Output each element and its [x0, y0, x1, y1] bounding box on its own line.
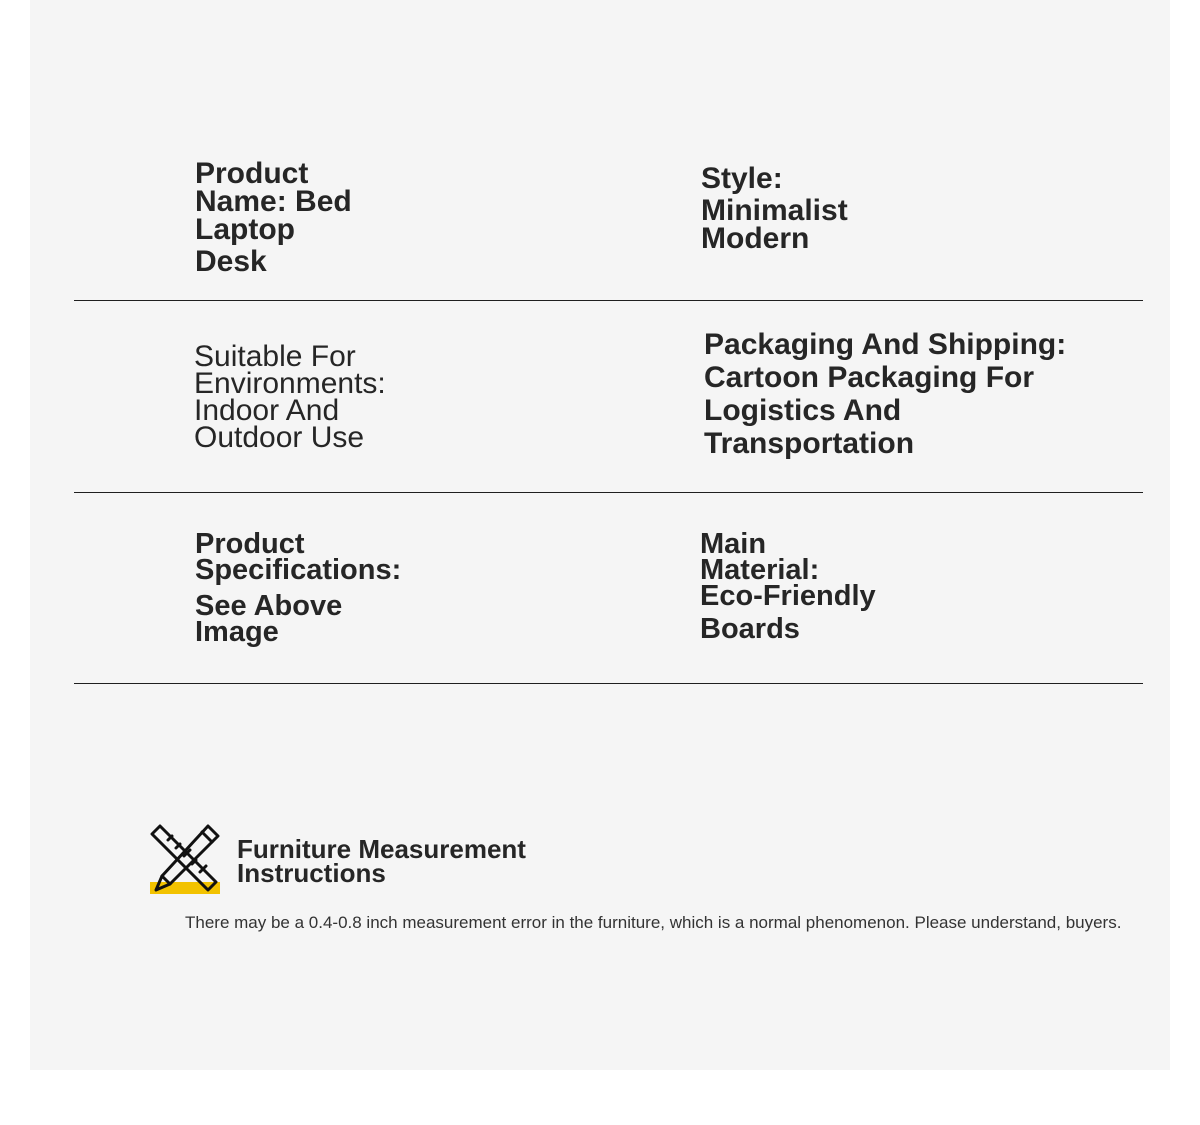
spec-line: Name: Bed [195, 185, 352, 218]
spec-line: Product [195, 157, 309, 190]
spec-style [701, 162, 848, 255]
spec-line: See Above [195, 590, 343, 622]
spec-material [700, 528, 876, 645]
spec-packaging [704, 328, 1066, 460]
spec-line: Packaging And Shipping: [704, 328, 1067, 361]
spec-line: Minimalist [701, 194, 848, 227]
spec-line: Logistics And [704, 394, 902, 427]
spec-line: Material: [700, 554, 820, 586]
row-divider [74, 300, 1143, 301]
spec-specifications [195, 528, 402, 648]
row-divider [74, 492, 1143, 493]
measurement-note: There may be a 0.4-0.8 inch measurement error in the furniture, which is a normal phenomenon. Please understand, buyers. [185, 913, 1122, 932]
ruler-pencil-icon [150, 824, 222, 896]
spec-line: Image [195, 616, 279, 648]
title-line: Furniture Measurement [237, 834, 526, 864]
spec-line: Eco-Friendly [700, 580, 876, 612]
spec-line: Environments: [194, 367, 386, 400]
spec-line: Cartoon Packaging For [704, 361, 1035, 394]
spec-line: Indoor And [194, 394, 340, 427]
spec-line: Product [195, 528, 305, 560]
spec-line: Laptop [195, 213, 295, 246]
spec-line: Transportation [704, 427, 915, 460]
spec-product-name [195, 157, 352, 278]
spec-line: Suitable For [194, 340, 356, 373]
spec-environments [194, 340, 386, 454]
title-line: Instructions [237, 858, 386, 888]
spec-line: Boards [700, 613, 800, 645]
spec-line: Specifications: [195, 554, 402, 586]
row-divider [74, 683, 1143, 684]
spec-line: Desk [195, 245, 267, 278]
spec-line: Outdoor Use [194, 421, 365, 454]
spec-line: Style: [701, 162, 783, 195]
measurement-title [237, 834, 526, 888]
spec-line: Main [700, 528, 767, 560]
spec-line: Modern [701, 222, 810, 255]
